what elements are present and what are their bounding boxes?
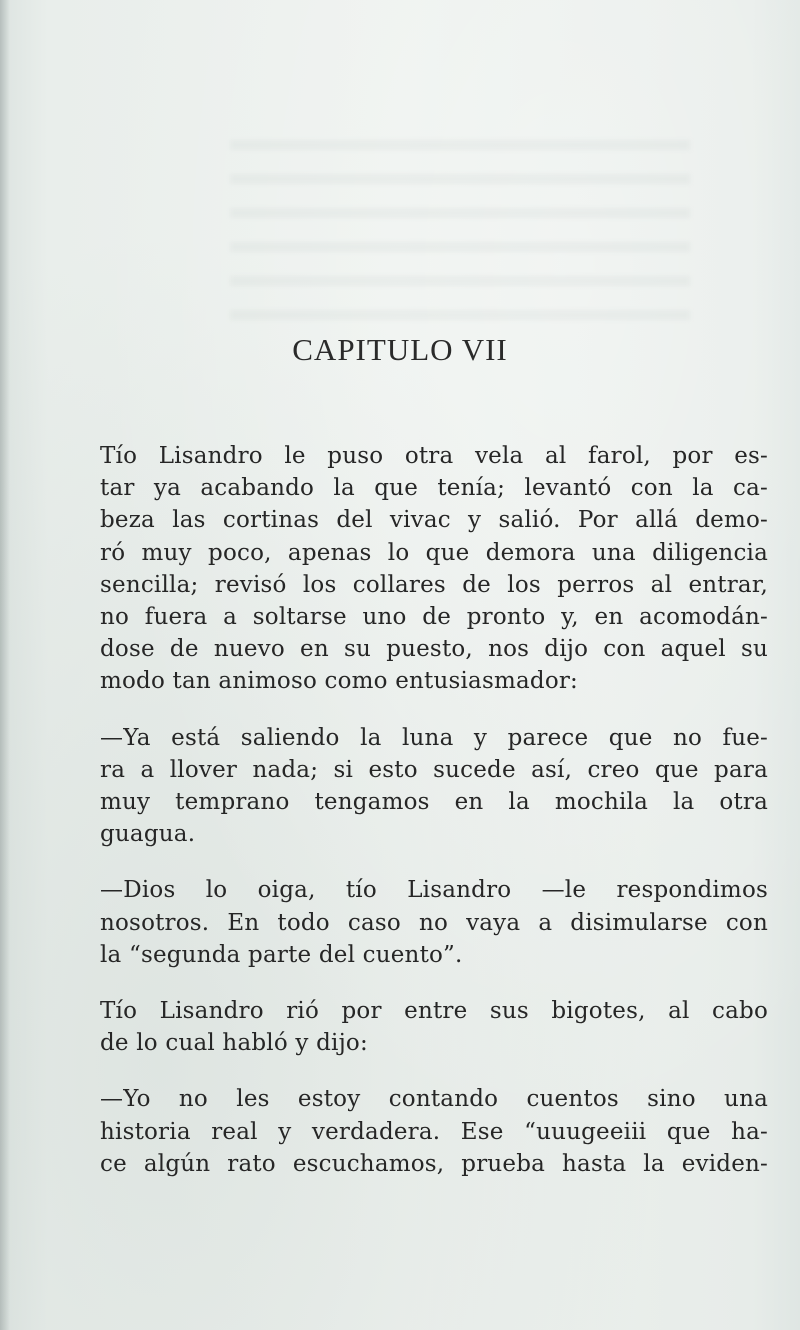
text-line: ra a llover nada; si esto sucede así, creo que para bbox=[100, 756, 768, 783]
text-line: —Yo no les estoy contando cuentos sino una bbox=[100, 1086, 768, 1113]
bleed-through-texture bbox=[230, 120, 690, 320]
chapter-title: CAPITULO VII bbox=[292, 332, 508, 367]
text-line: —Dios lo oiga, tío Lisandro —le respondimos bbox=[100, 877, 768, 904]
text-line: sencilla; revisó los collares de los perros al entrar, bbox=[100, 571, 768, 598]
text-line: ró muy poco, apenas lo que demora una diligencia bbox=[100, 539, 768, 566]
text-line: beza las cortinas del vivac y salió. Por allá demo- bbox=[100, 507, 768, 534]
chapter-body bbox=[60, 440, 768, 1204]
paragraph-5 bbox=[60, 1083, 768, 1180]
text-line: muy temprano tengamos en la mochila la otra bbox=[100, 789, 768, 816]
text-line: tar ya acabando la que tenía; levantó con la ca- bbox=[100, 475, 768, 502]
text-line: —Ya está saliendo la luna y parece que no fue- bbox=[100, 724, 768, 751]
text-line: no fuera a soltarse uno de pronto y, en acomodán- bbox=[100, 604, 768, 631]
text-line: historia real y verdadera. Ese “uuugeeiii que ha- bbox=[100, 1118, 768, 1145]
text-line: de lo cual habló y dijo: bbox=[100, 1030, 368, 1057]
paragraph-4 bbox=[60, 995, 768, 1059]
paragraph-2 bbox=[60, 722, 768, 851]
paragraph-1 bbox=[60, 440, 768, 698]
text-line: la “segunda parte del cuento”. bbox=[100, 941, 463, 968]
text-line: guagua. bbox=[100, 821, 196, 848]
text-line: modo tan animoso como entusiasmador: bbox=[100, 668, 579, 695]
page-edge-shadow bbox=[0, 0, 10, 1330]
text-line: dose de nuevo en su puesto, nos dijo con aquel su bbox=[100, 636, 768, 663]
text-line: Tío Lisandro rió por entre sus bigotes, al cabo bbox=[100, 998, 768, 1025]
text-line: ce algún rato escuchamos, prueba hasta la eviden- bbox=[100, 1150, 768, 1177]
text-line: nosotros. En todo caso no vaya a disimularse con bbox=[100, 909, 768, 936]
paragraph-3 bbox=[60, 874, 768, 971]
text-line: Tío Lisandro le puso otra vela al farol, por es- bbox=[100, 443, 768, 469]
